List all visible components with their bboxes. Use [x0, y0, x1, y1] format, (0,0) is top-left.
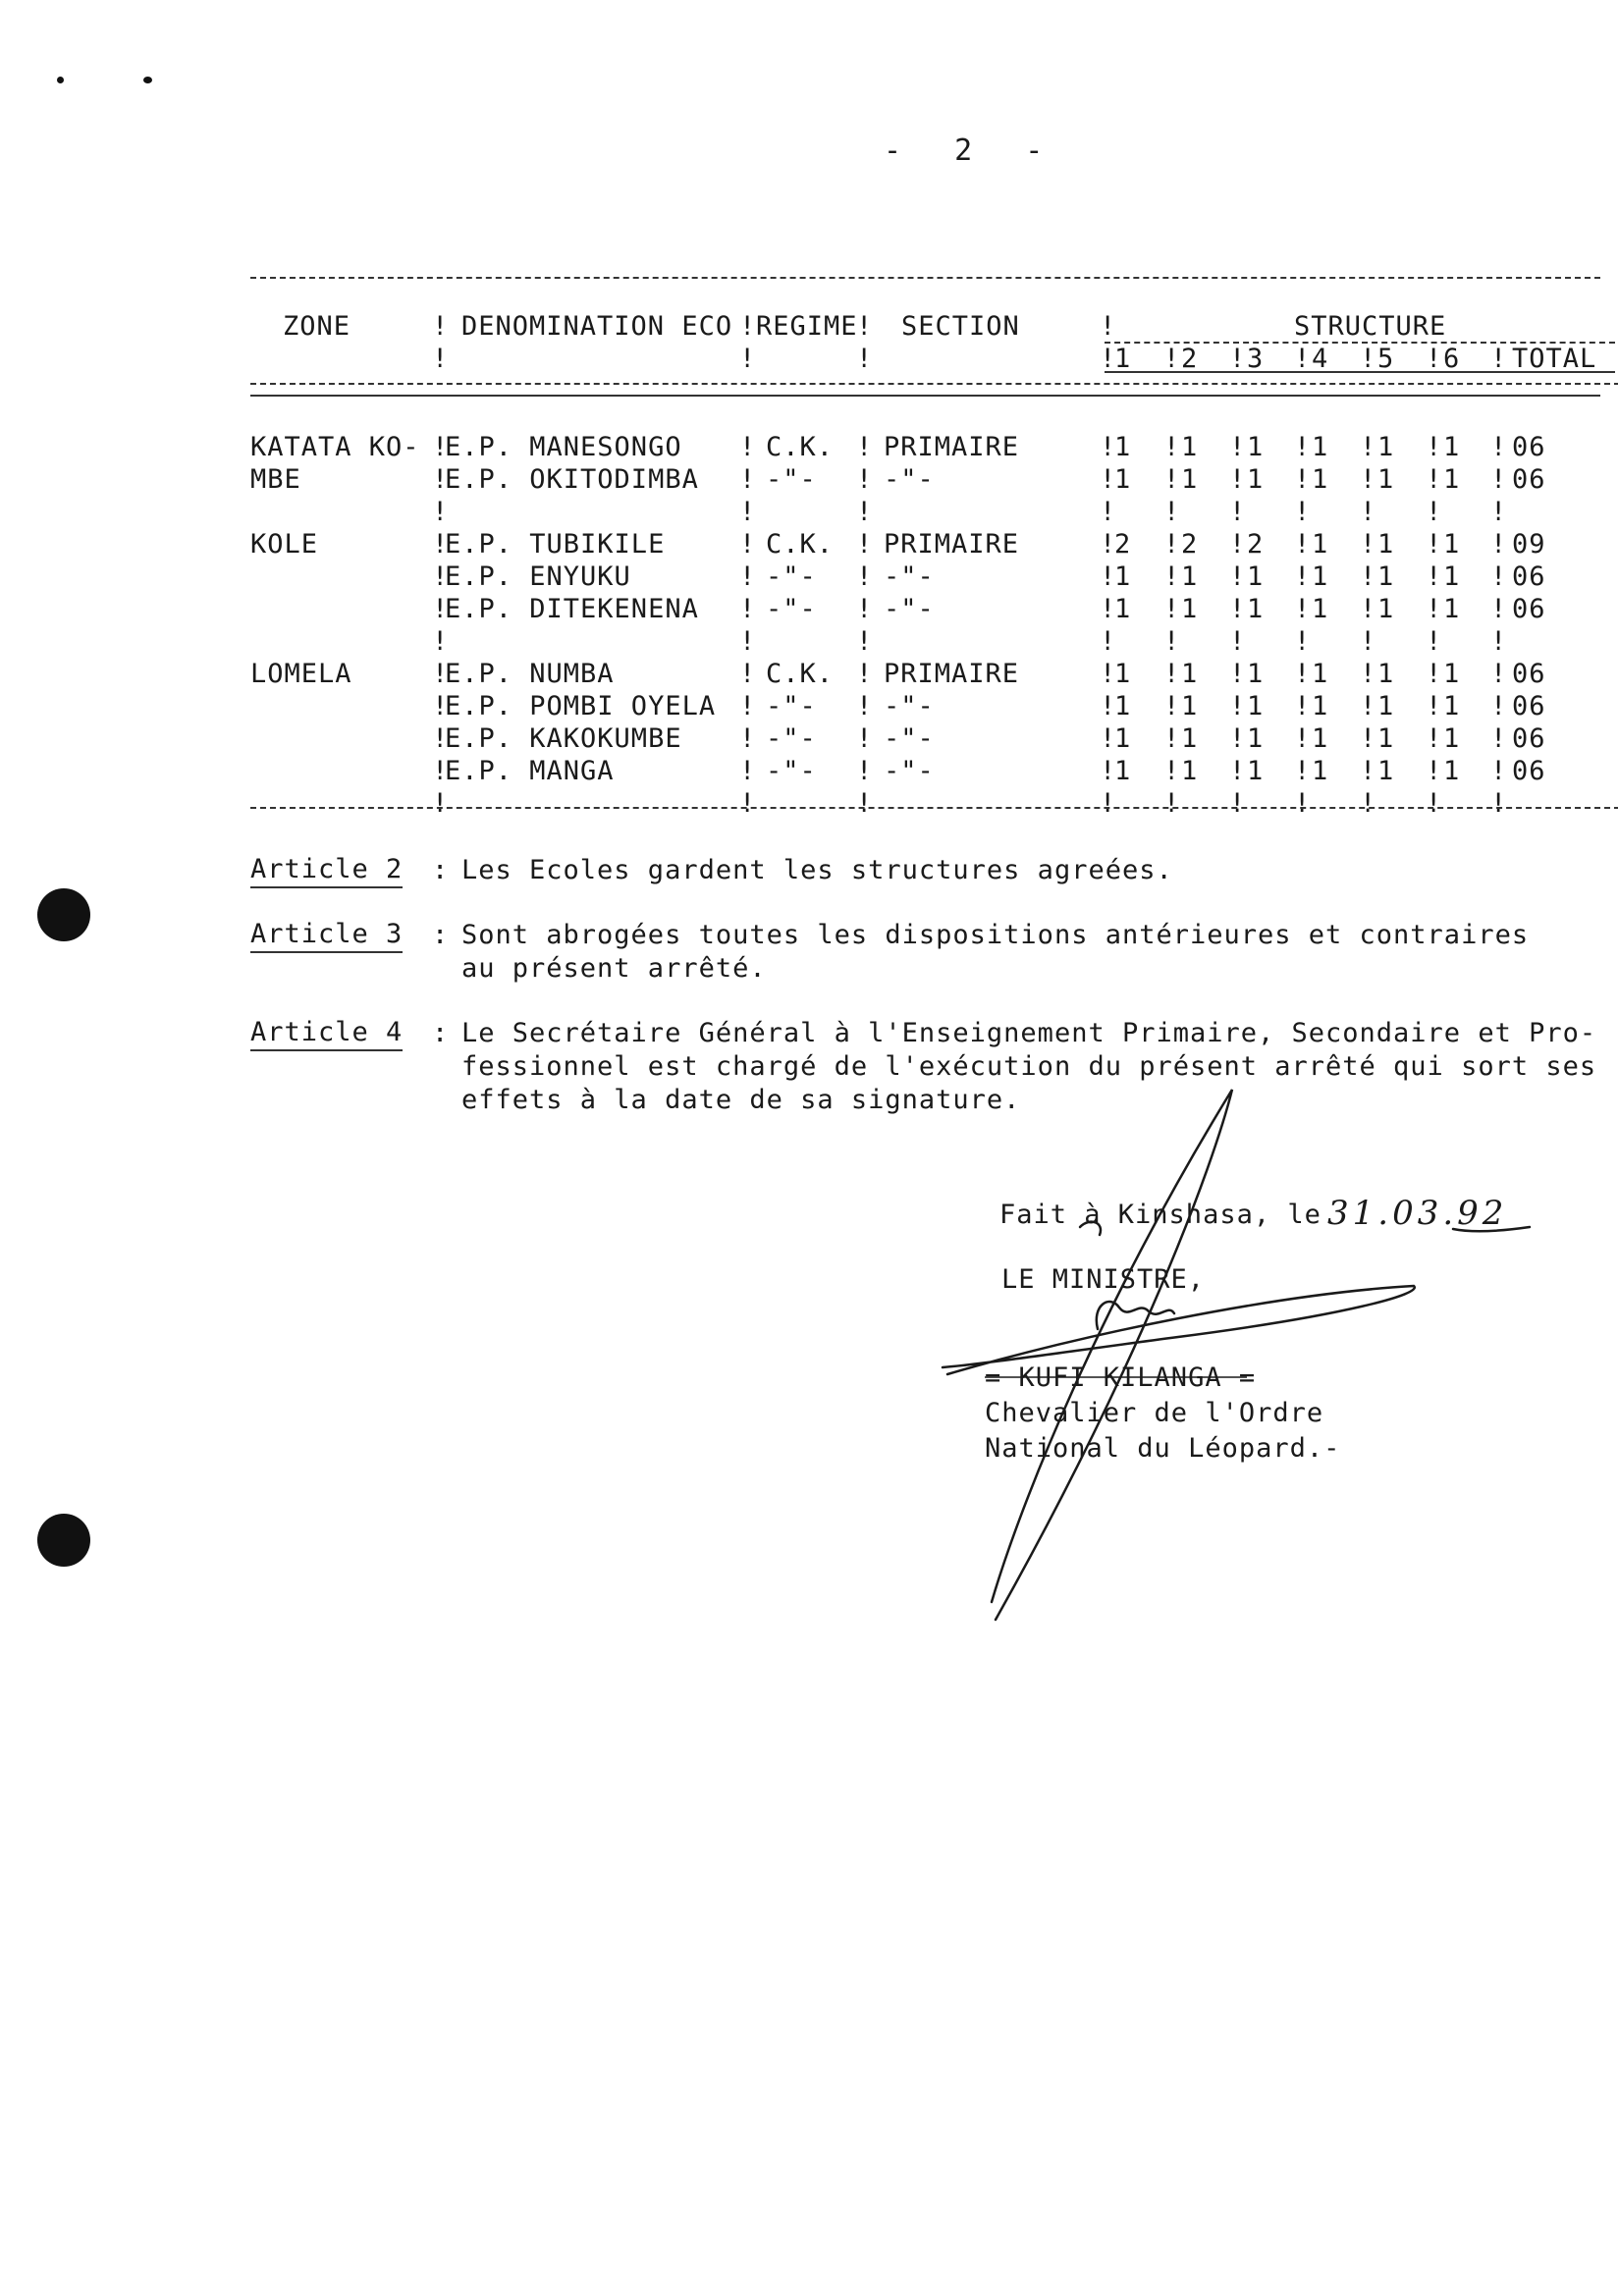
structure-count: 1: [1377, 691, 1395, 721]
handwritten-date: 31.03.92: [1327, 1194, 1508, 1233]
row-separator: !: [1426, 626, 1443, 657]
structure-total: 06: [1512, 594, 1546, 624]
row-separator: !: [856, 756, 874, 786]
school-name: E.P. MANGA: [445, 756, 615, 786]
article-3-line-1: Sont abrogées toutes les dispositions antérieures et contraires: [461, 920, 1530, 950]
structure-count: 1: [1377, 659, 1395, 689]
row-separator: !: [1163, 529, 1181, 560]
row-separator: !: [1490, 497, 1508, 527]
row-separator: !: [1229, 788, 1247, 819]
row-separator: !: [1360, 464, 1377, 495]
regime-value: -"-: [766, 691, 817, 721]
row-separator: !: [432, 497, 450, 527]
row-separator: !: [1426, 788, 1443, 819]
row-separator: !: [1294, 497, 1312, 527]
header-zone: ZONE: [283, 311, 351, 342]
row-separator: !: [432, 594, 450, 624]
structure-total: 09: [1512, 529, 1546, 560]
signatory-title: LE MINISTRE,: [1001, 1264, 1206, 1295]
row-separator: !: [739, 626, 757, 657]
row-separator: !: [739, 529, 757, 560]
structure-total: 06: [1512, 756, 1546, 786]
signatory-name: = KUFI KILANGA =: [985, 1362, 1257, 1393]
row-separator: !: [1229, 594, 1247, 624]
row-separator: !: [1360, 659, 1377, 689]
regime-value: C.K.: [766, 659, 835, 689]
column-separator: !: [739, 344, 757, 374]
row-separator: !: [432, 723, 450, 754]
row-separator: !: [432, 561, 450, 592]
structure-count: 1: [1312, 756, 1329, 786]
article-4-line-3: effets à la date de sa signature.: [461, 1085, 1021, 1115]
row-separator: !: [432, 659, 450, 689]
row-separator: !: [1229, 464, 1247, 495]
structure-count: 1: [1312, 723, 1329, 754]
row-separator: !: [1426, 756, 1443, 786]
zone-name: LOMELA: [250, 659, 352, 689]
row-separator: !: [1163, 626, 1181, 657]
header-regime: REGIME: [756, 311, 858, 342]
structure-count: 1: [1377, 529, 1395, 560]
structure-count: 1: [1247, 691, 1265, 721]
row-separator: !: [1229, 756, 1247, 786]
row-separator: !: [1229, 723, 1247, 754]
row-separator: !: [1163, 594, 1181, 624]
column-separator: !: [1163, 344, 1181, 374]
row-separator: !: [1490, 723, 1508, 754]
row-separator: !: [1426, 529, 1443, 560]
row-separator: !: [1100, 659, 1117, 689]
date-underline: [1453, 1227, 1530, 1231]
row-separator: !: [739, 497, 757, 527]
row-separator: !: [1490, 561, 1508, 592]
school-name: E.P. ENYUKU: [445, 561, 631, 592]
row-separator: !: [1163, 561, 1181, 592]
regime-value: C.K.: [766, 529, 835, 560]
row-separator: !: [432, 691, 450, 721]
zone-name: KOLE: [250, 529, 319, 560]
structure-count: 1: [1377, 464, 1395, 495]
row-separator: !: [1229, 626, 1247, 657]
school-name: E.P. TUBIKILE: [445, 529, 666, 560]
row-separator: !: [432, 788, 450, 819]
structure-count: 2: [1114, 529, 1132, 560]
row-separator: !: [1163, 788, 1181, 819]
row-separator: !: [1490, 432, 1508, 462]
column-separator: !: [1294, 344, 1312, 374]
section-value: -"-: [884, 756, 935, 786]
school-name: E.P. DITEKENENA: [445, 594, 699, 624]
structure-total: 06: [1512, 691, 1546, 721]
structure-count: 1: [1247, 561, 1265, 592]
row-separator: !: [739, 723, 757, 754]
row-separator: !: [1100, 529, 1117, 560]
structure-count: 1: [1114, 723, 1132, 754]
structure-count: 1: [1247, 756, 1265, 786]
school-name: E.P. MANESONGO: [445, 432, 682, 462]
row-separator: !: [1294, 561, 1312, 592]
header-denomination: DENOMINATION ECO: [461, 311, 733, 342]
section-value: -"-: [884, 561, 935, 592]
column-separator: !: [739, 311, 757, 342]
structure-count: 1: [1312, 691, 1329, 721]
structure-count: 1: [1377, 756, 1395, 786]
row-separator: !: [1490, 464, 1508, 495]
row-separator: !: [739, 464, 757, 495]
row-separator: !: [1100, 626, 1117, 657]
structure-count: 1: [1247, 594, 1265, 624]
row-separator: !: [1294, 529, 1312, 560]
row-separator: !: [1163, 659, 1181, 689]
regime-value: -"-: [766, 594, 817, 624]
section-value: -"-: [884, 594, 935, 624]
structure-count: 1: [1443, 691, 1461, 721]
row-separator: !: [1100, 756, 1117, 786]
row-separator: !: [856, 529, 874, 560]
row-separator: !: [432, 626, 450, 657]
regime-value: -"-: [766, 723, 817, 754]
school-name: E.P. OKITODIMBA: [445, 464, 699, 495]
structure-count: 1: [1181, 723, 1199, 754]
row-separator: !: [856, 464, 874, 495]
row-separator: !: [1294, 432, 1312, 462]
structure-count: 1: [1312, 464, 1329, 495]
structure-count: 2: [1181, 529, 1199, 560]
structure-col-header: 4: [1312, 344, 1329, 374]
row-separator: !: [856, 432, 874, 462]
row-separator: !: [1490, 659, 1508, 689]
row-separator: !: [739, 432, 757, 462]
row-separator: !: [1360, 529, 1377, 560]
row-separator: !: [739, 594, 757, 624]
section-value: PRIMAIRE: [884, 659, 1020, 689]
row-separator: !: [1294, 464, 1312, 495]
structure-col-header: 3: [1247, 344, 1265, 374]
row-separator: !: [432, 432, 450, 462]
regime-value: -"-: [766, 464, 817, 495]
row-separator: !: [1163, 464, 1181, 495]
structure-count: 1: [1181, 594, 1199, 624]
row-separator: !: [739, 691, 757, 721]
structure-count: 1: [1443, 723, 1461, 754]
page-number: - 2 -: [884, 133, 1061, 168]
structure-col-header: 5: [1377, 344, 1395, 374]
structure-count: 1: [1312, 561, 1329, 592]
row-separator: !: [1360, 756, 1377, 786]
row-separator: !: [1360, 691, 1377, 721]
row-separator: !: [1229, 497, 1247, 527]
structure-count: 1: [1377, 561, 1395, 592]
structure-count: 1: [1181, 756, 1199, 786]
structure-count: 1: [1443, 529, 1461, 560]
row-separator: !: [1360, 626, 1377, 657]
structure-count: 1: [1312, 432, 1329, 462]
row-separator: !: [1426, 464, 1443, 495]
structure-count: 1: [1181, 659, 1199, 689]
structure-count: 1: [1114, 659, 1132, 689]
row-separator: !: [1490, 529, 1508, 560]
section-value: -"-: [884, 464, 935, 495]
column-separator: !: [856, 311, 874, 342]
header-structure: STRUCTURE: [1294, 311, 1447, 342]
article-4-line-1: Le Secrétaire Général à l'Enseignement Primaire, Secondaire et Pro-: [461, 1018, 1597, 1048]
row-separator: !: [1490, 691, 1508, 721]
article-3-colon: :: [432, 920, 450, 950]
structure-count: 1: [1114, 756, 1132, 786]
column-separator: !: [1426, 344, 1443, 374]
row-separator: !: [432, 529, 450, 560]
structure-col-header: 2: [1181, 344, 1199, 374]
row-separator: !: [856, 594, 874, 624]
column-separator: !: [856, 344, 874, 374]
section-value: PRIMAIRE: [884, 432, 1020, 462]
row-separator: !: [1490, 756, 1508, 786]
column-separator: !: [1100, 344, 1117, 374]
school-name: E.P. KAKOKUMBE: [445, 723, 682, 754]
section-value: PRIMAIRE: [884, 529, 1020, 560]
structure-count: 1: [1312, 594, 1329, 624]
structure-count: 1: [1443, 594, 1461, 624]
row-separator: !: [432, 464, 450, 495]
row-separator: !: [1100, 561, 1117, 592]
row-separator: !: [1426, 497, 1443, 527]
signatory-honor-line-2: National du Léopard.-: [985, 1433, 1341, 1464]
row-separator: !: [1294, 788, 1312, 819]
row-separator: !: [856, 626, 874, 657]
row-separator: !: [856, 723, 874, 754]
row-separator: !: [1294, 659, 1312, 689]
zone-name: MBE: [250, 464, 301, 495]
signature-stroke: [1080, 1222, 1101, 1235]
row-separator: !: [432, 756, 450, 786]
row-separator: !: [1100, 432, 1117, 462]
zone-name: KATATA KO-: [250, 432, 420, 462]
row-separator: !: [739, 756, 757, 786]
row-separator: !: [1426, 432, 1443, 462]
column-separator: !: [1490, 344, 1508, 374]
section-value: -"-: [884, 691, 935, 721]
structure-count: 1: [1443, 432, 1461, 462]
structure-count: 1: [1443, 561, 1461, 592]
structure-count: 1: [1443, 659, 1461, 689]
row-separator: !: [1294, 691, 1312, 721]
article-2-text: Les Ecoles gardent les structures agreées.: [461, 855, 1173, 885]
structure-count: 1: [1181, 561, 1199, 592]
row-separator: !: [1294, 723, 1312, 754]
row-separator: !: [1426, 691, 1443, 721]
row-separator: !: [1360, 561, 1377, 592]
row-separator: !: [1229, 659, 1247, 689]
row-separator: !: [1490, 788, 1508, 819]
row-separator: !: [856, 561, 874, 592]
article-2-colon: :: [432, 855, 450, 885]
row-separator: !: [856, 788, 874, 819]
column-separator: !: [1100, 311, 1117, 342]
structure-count: 1: [1377, 432, 1395, 462]
row-separator: !: [1163, 432, 1181, 462]
article-4-line-2: fessionnel est chargé de l'exécution du présent arrêté qui sort ses: [461, 1051, 1597, 1082]
column-separator: !: [1229, 344, 1247, 374]
row-separator: !: [1163, 756, 1181, 786]
structure-col-header: TOTAL: [1512, 344, 1597, 374]
row-separator: !: [1229, 529, 1247, 560]
signature-stroke: [943, 1286, 1415, 1374]
article-3-line-2: au présent arrêté.: [461, 953, 767, 984]
row-separator: !: [1100, 594, 1117, 624]
row-separator: !: [1229, 561, 1247, 592]
article-4-colon: :: [432, 1018, 450, 1048]
structure-count: 1: [1312, 659, 1329, 689]
structure-total: 06: [1512, 432, 1546, 462]
structure-count: 1: [1114, 464, 1132, 495]
row-separator: !: [1229, 432, 1247, 462]
row-separator: !: [1360, 594, 1377, 624]
structure-count: 1: [1181, 464, 1199, 495]
school-name: E.P. NUMBA: [445, 659, 615, 689]
row-separator: !: [1294, 756, 1312, 786]
structure-count: 1: [1114, 432, 1132, 462]
row-separator: !: [1490, 626, 1508, 657]
row-separator: !: [1163, 497, 1181, 527]
regime-value: -"-: [766, 561, 817, 592]
article-3-label: Article 3: [250, 919, 403, 953]
row-separator: !: [856, 497, 874, 527]
signatory-honor-line-1: Chevalier de l'Ordre: [985, 1398, 1324, 1428]
row-separator: !: [1490, 594, 1508, 624]
structure-count: 1: [1114, 561, 1132, 592]
structure-col-header: 6: [1443, 344, 1461, 374]
section-value: -"-: [884, 723, 935, 754]
structure-count: 2: [1247, 529, 1265, 560]
structure-total: 06: [1512, 464, 1546, 495]
structure-count: 1: [1247, 432, 1265, 462]
row-separator: !: [739, 561, 757, 592]
structure-total: 06: [1512, 561, 1546, 592]
row-separator: !: [1360, 723, 1377, 754]
row-separator: !: [1360, 788, 1377, 819]
structure-count: 1: [1114, 691, 1132, 721]
structure-count: 1: [1443, 464, 1461, 495]
row-separator: !: [1163, 691, 1181, 721]
column-separator: !: [432, 311, 450, 342]
header-section: SECTION: [901, 311, 1020, 342]
row-separator: !: [739, 659, 757, 689]
column-separator: !: [432, 344, 450, 374]
article-4-label: Article 4: [250, 1017, 403, 1051]
structure-count: 1: [1181, 432, 1199, 462]
row-separator: !: [1426, 723, 1443, 754]
structure-total: 06: [1512, 659, 1546, 689]
row-separator: !: [1100, 691, 1117, 721]
row-separator: !: [739, 788, 757, 819]
row-separator: !: [1426, 659, 1443, 689]
row-separator: !: [1100, 723, 1117, 754]
row-separator: !: [1294, 626, 1312, 657]
row-separator: !: [1426, 594, 1443, 624]
structure-count: 1: [1247, 723, 1265, 754]
row-separator: !: [1100, 497, 1117, 527]
row-separator: !: [1360, 497, 1377, 527]
regime-value: -"-: [766, 756, 817, 786]
signature-stroke: [992, 1090, 1232, 1620]
article-2-label: Article 2: [250, 854, 403, 888]
structure-count: 1: [1443, 756, 1461, 786]
school-name: E.P. POMBI OYELA: [445, 691, 717, 721]
structure-col-header: 1: [1114, 344, 1132, 374]
row-separator: !: [1229, 691, 1247, 721]
row-separator: !: [1426, 561, 1443, 592]
row-separator: !: [1163, 723, 1181, 754]
place-date: Fait à Kinshasa, le: [999, 1200, 1321, 1230]
structure-count: 1: [1114, 594, 1132, 624]
row-separator: !: [1100, 464, 1117, 495]
row-separator: !: [1360, 432, 1377, 462]
row-separator: !: [856, 691, 874, 721]
row-separator: !: [1100, 788, 1117, 819]
column-separator: !: [1360, 344, 1377, 374]
structure-count: 1: [1377, 594, 1395, 624]
structure-count: 1: [1247, 464, 1265, 495]
structure-total: 06: [1512, 723, 1546, 754]
row-separator: !: [1294, 594, 1312, 624]
regime-value: C.K.: [766, 432, 835, 462]
structure-count: 1: [1377, 723, 1395, 754]
structure-count: 1: [1181, 691, 1199, 721]
row-separator: !: [856, 659, 874, 689]
structure-count: 1: [1312, 529, 1329, 560]
structure-count: 1: [1247, 659, 1265, 689]
